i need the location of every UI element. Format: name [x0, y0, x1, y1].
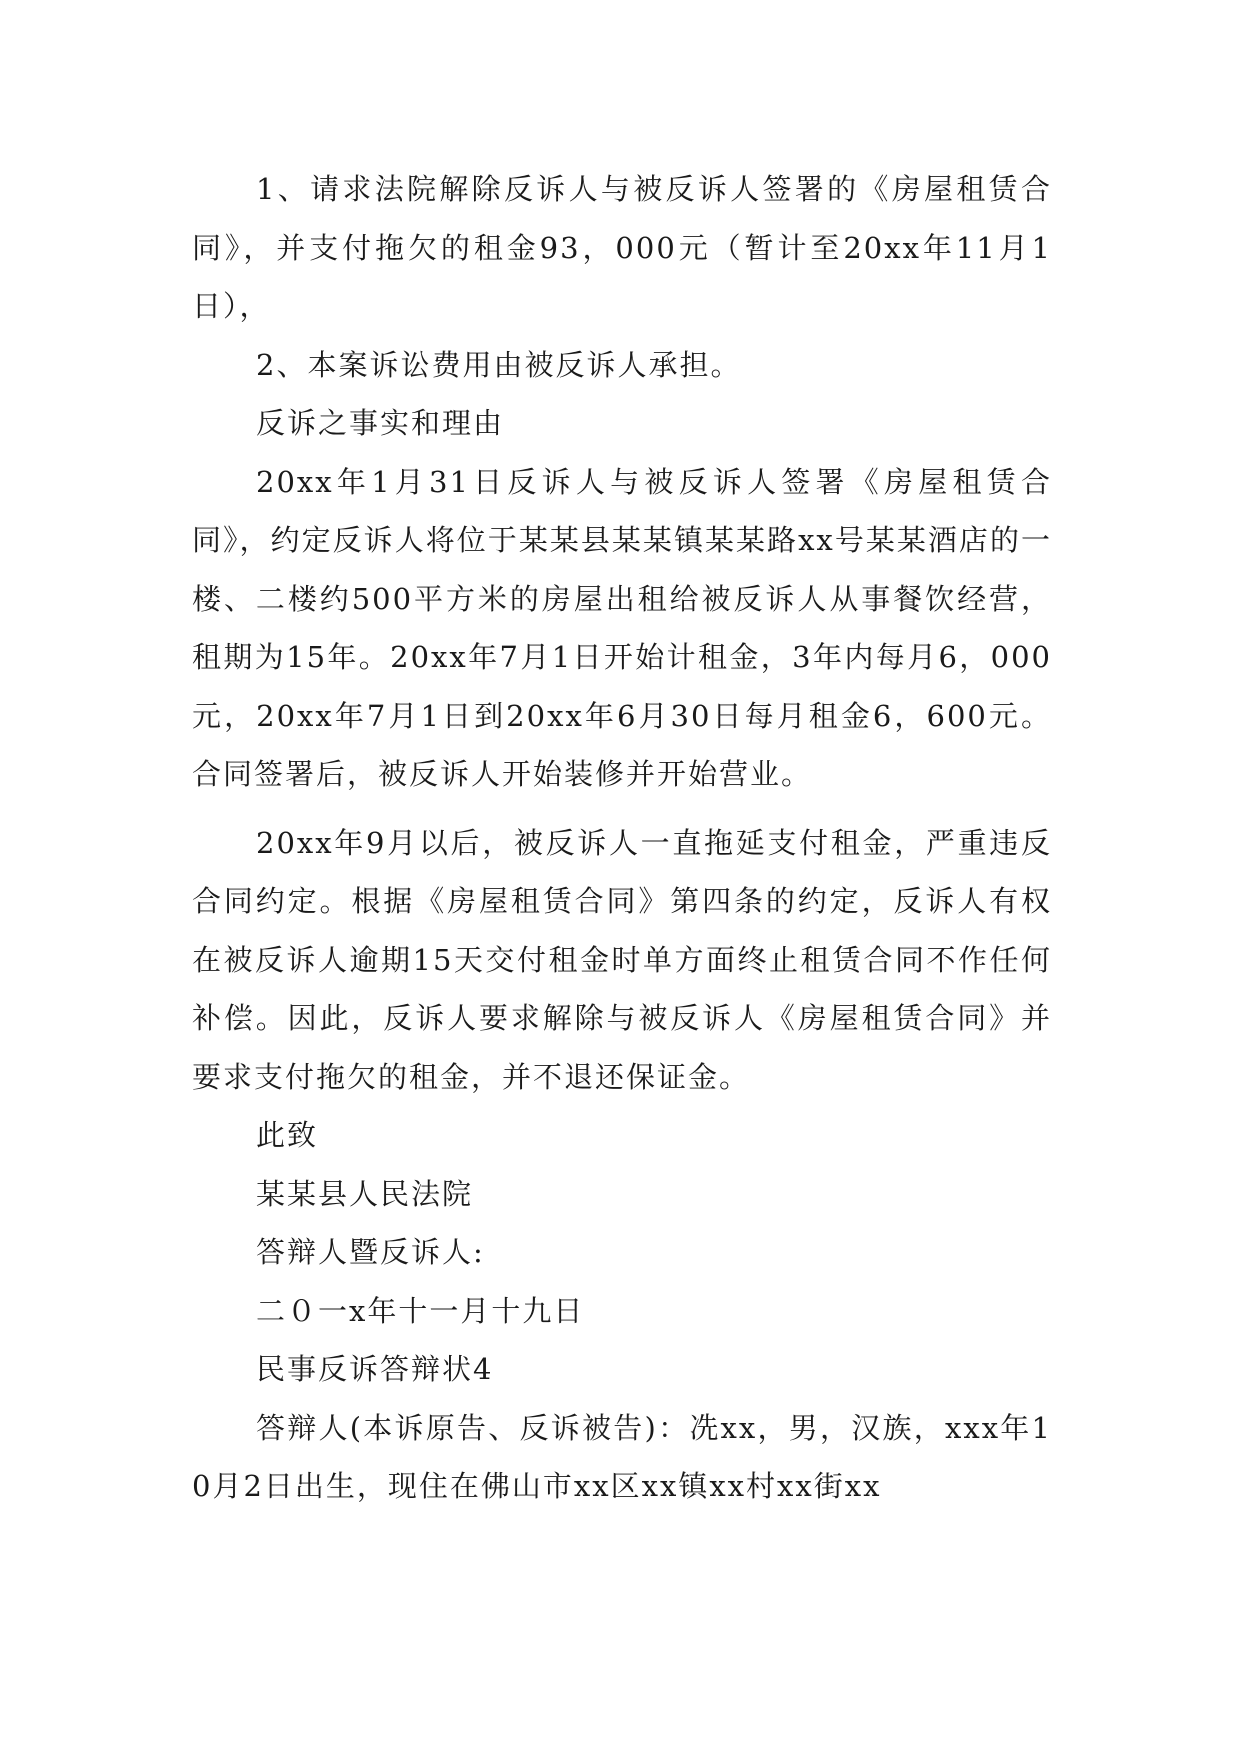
claim-item-2: 2、本案诉讼费用由被反诉人承担。 [256, 347, 742, 382]
document-title: 民事反诉答辩状4 [256, 1352, 494, 1386]
document-body [192, 160, 1052, 1516]
salutation: 此致 [256, 1118, 319, 1152]
recipient-court: 某某县人民法院 [256, 1176, 474, 1211]
reasons-paragraph: 20xx年9月以后，被反诉人一直拖延支付租金，严重违反合同约定。根据《房屋租赁合同》第四条的约定，反诉人有权在被反诉人逾期15天交付租金时单方面终止租赁合同不作任何补偿。因此，反诉人要求解除与被反诉人《房屋租赁合同》并要求支付拖欠的租金，并不退还保证金。 [192, 825, 1052, 1094]
claim-item-1: 1、请求法院解除反诉人与被反诉人签署的《房屋租赁合同》，并支付拖欠的租金93，000元（暂计至20xx年11月1日）， [192, 172, 1052, 323]
respondent-info: 答辩人(本诉原告、反诉被告)：冼xx，男，汉族，xxx年10月2日出生，现住在佛山市xx区xx镇xx村xx街xx [192, 1410, 1052, 1503]
signing-date: 二０一x年十一月十九日 [256, 1293, 585, 1328]
facts-paragraph: 20xx年1月31日反诉人与被反诉人签署《房屋租赁合同》，约定反诉人将位于某某县某某镇某某路xx号某某酒店的一楼、二楼约500平方米的房屋出租给被反诉人从事餐饮经营，租期为15年。20xx年7月1日开始计租金，3年内每月6，000元，20xx年7月1日到20xx年6月30日每月租金6，600元。合同签署后，被反诉人开始装修并开始营业。 [192, 464, 1052, 791]
section-heading: 反诉之事实和理由 [256, 406, 505, 440]
signatory-label: 答辩人暨反诉人: [256, 1235, 485, 1269]
